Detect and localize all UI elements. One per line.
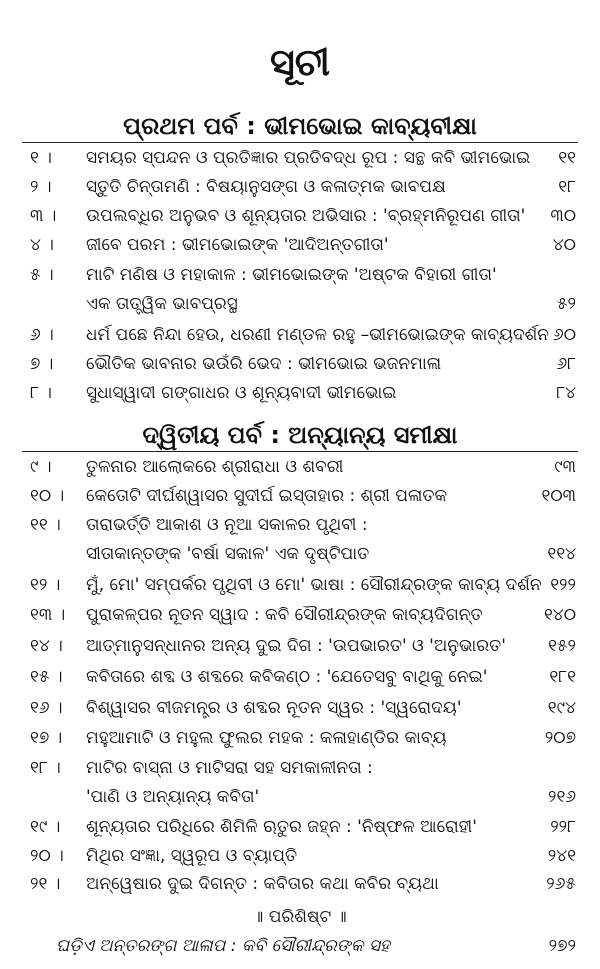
entry-page: ୧୮ [558, 177, 576, 197]
entry-title: ଜୀବେ ପରମ : ଭୀମଭୋଇଙ୍କ 'ଆଦିଅନ୍ତଗୀତା' [86, 235, 389, 255]
entry-title: ଆତ୍ମାନୁସନ୍ଧାନର ଅନ୍ୟ ଦୁଇ ଦିଗ : 'ଉପଭାରତ' ଓ 'ଅନୁଭାରତ' [86, 636, 506, 656]
entry-title: ଶୂନ୍ୟତାର ପରିଧିରେ ଶିମିଳି ଋତୁର ଜହ୍ନ : 'ନିଷ୍ଫଳ ଆରୋହୀ' [86, 817, 477, 837]
entry-page: ୨୦୭ [544, 728, 576, 748]
part-1-heading: ପ୍ରଥମ ପର୍ବ : ଭୀମଭୋଇ କାବ୍ୟବୀକ୍ଷା [123, 112, 477, 140]
entry-title: ସମୟର ସ୍ପନ୍ଦନ ଓ ପ୍ରତିଜ୍ଞାର ପ୍ରତିବଦ୍ଧ ରୂପ : ସନ୍ଥ କବି ଭୀମଭୋଇ [86, 148, 531, 168]
entry-title: ଧର୍ମ ପଛେ ନିନ୍ଦା ହେଉ, ଧରଣୀ ମଣ୍ଡଳ ରହୁ –ଭୀମଭୋଇଙ୍କ କାବ୍ୟଦର୍ଶନ [86, 325, 550, 345]
entry-title: ମହୁଆମାଟି ଓ ମହୁଲ ଫୁଲର ମହକ : କଳାହାଣ୍ଡିର କାବ୍ୟ [86, 728, 447, 748]
entry-page: ୧୦୩ [541, 486, 576, 506]
entry-page: ୩୦ [550, 206, 576, 226]
entry-title: କେତୋଟି ଦୀର୍ଘଶ୍ୱାସର ସୁଦୀର୍ଘ ଇସ୍ତାହାର : ଶ୍ରୀ ପଳାତକ [86, 486, 448, 506]
entry-page: ୮୪ [556, 383, 576, 403]
entry-number: ୬ । [30, 325, 54, 345]
entry-title: ମୁଁ, ମୋ' ସମ୍ପର୍କର ପୃଥିବୀ ଓ ମୋ' ଭାଷା : ସୌରୀନ୍ଦ୍ରଙ୍କ କାବ୍ୟ ଦର୍ଶନ [86, 575, 542, 595]
entry-page: ୧୨୨ [550, 575, 576, 595]
entry-page: ୧୯୪ [547, 698, 576, 718]
entry-page: ୧୧ [558, 148, 576, 168]
entry-number: ୧୬ । [30, 698, 63, 718]
entry-page: ୫୨ [556, 294, 576, 314]
entry-title: ଭୌତିକ ଭାବନାର ଭଉଁରି ଭେଦ : ଭୀମଭୋଇ ଭଜନମାଳା [86, 354, 442, 374]
entry-title: ବିଶ୍ୱାସର ବୀଜମନ୍ତ୍ର ଓ ଶବ୍ଦର ନୂତନ ସ୍ୱର : 'ସ୍ୱରୋଦୟ' [86, 698, 462, 718]
part-2-heading: ଦ୍ୱିତୀୟ ପର୍ବ : ଅନ୍ୟାନ୍ୟ ସମୀକ୍ଷା [142, 421, 458, 449]
toc-entry-18-continued[interactable] [0, 785, 600, 813]
entry-number: ୧୮ । [30, 758, 61, 778]
toc-entry-19[interactable] [0, 815, 600, 843]
toc-entry-14[interactable] [0, 634, 600, 662]
entry-number: ୪ । [30, 235, 54, 255]
entry-page: ୨୨୮ [550, 817, 576, 837]
toc-entry-6[interactable] [0, 323, 600, 351]
entry-number: ୧ । [30, 148, 52, 168]
divider [22, 451, 578, 452]
entry-page: ୬୮ [556, 354, 576, 374]
toc-entry-4[interactable] [0, 233, 600, 261]
toc-entry-21[interactable] [0, 872, 600, 900]
toc-entry-7[interactable] [0, 352, 600, 380]
toc-entry-15[interactable] [0, 665, 600, 693]
entry-page: ୨୪୧ [547, 846, 576, 866]
entry-title: ମିଥିର ସଂଜ୍ଞା, ସ୍ୱରୂପ ଓ ବ୍ୟାପ୍ତି [86, 846, 298, 866]
entry-page: ୪୦ [552, 235, 576, 255]
entry-number: ୧୯ । [30, 817, 61, 837]
divider [22, 142, 578, 143]
toc-entry-5[interactable] [0, 263, 600, 291]
entry-title: ଅନ୍ୱେଷାର ଦୁଇ ଦିଗନ୍ତ : କବିତାର କଥା କବିର ବ୍ୟଥା [86, 874, 439, 894]
entry-title: ତୁଳନାର ଆଲୋକରେ ଶ୍ରୀରାଧା ଓ ଶବରୀ [86, 457, 344, 477]
entry-title: କବିତାରେ ଶବ୍ଦ ଓ ଶବ୍ଦରେ କବିକଣ୍ଠ : 'ଯେତେସବୁ ବାଥିକୁ ନେଇ' [86, 667, 488, 687]
toc-entry-5-continued[interactable] [0, 292, 600, 320]
entry-page: ୧୫୨ [548, 636, 576, 656]
entry-number: ୧୫ । [30, 667, 63, 687]
entry-number: ୭ । [30, 354, 54, 374]
entry-number: ୮ । [30, 383, 52, 403]
entry-number: ୯ । [30, 457, 52, 477]
entry-title: ମାଟିର ବାସ୍ନା ଓ ମାଟିସରା ସହ ସମକାଳୀନତା : [86, 758, 373, 778]
entry-page: ୨୭୨ [548, 936, 576, 956]
entry-title: ସୁଧାସ୍ୱାଦୀ ଗଙ୍ଗାଧର ଓ ଶୂନ୍ୟବାଦୀ ଭୀମଭୋଇ [86, 383, 397, 403]
entry-number: ୫ । [30, 265, 54, 285]
entry-number: ୧୭ । [30, 728, 63, 748]
entry-title-continued: ସୀତାକାନ୍ତଙ୍କ 'ବର୍ଷା ସକାଳ' ଏକ ଦୃଷ୍ଟିପାତ [86, 544, 370, 564]
toc-entry-20[interactable] [0, 844, 600, 872]
toc-entry-3[interactable] [0, 204, 600, 232]
toc-entry-2[interactable] [0, 175, 600, 203]
toc-entry-11-continued[interactable] [0, 542, 600, 570]
toc-appendix-entry[interactable] [0, 934, 600, 962]
entry-title: ଘଡ଼ିଏ ଅନ୍ତରଙ୍ଗ ଆଳାପ : କବି ସୌରୀନ୍ଦ୍ରଙ୍କ ସହ [56, 936, 390, 956]
entry-number: ୧୨ । [30, 575, 61, 595]
entry-title: ଉପଲବ୍ଧିର ଅନୁଭବ ଓ ଶୂନ୍ୟତାର ଅଭିସାର : 'ବ୍ରହ୍ମନିରୂପଣ ଗୀତା' [86, 206, 526, 226]
toc-entry-17[interactable] [0, 726, 600, 754]
toc-entry-16[interactable] [0, 696, 600, 724]
entry-title: ତାରାଭର୍ତ୍ତି ଆକାଶ ଓ ନୂଆ ସକାଳର ପୃଥିବୀ : [86, 515, 368, 535]
entry-number: ୨୧ । [30, 874, 61, 894]
entry-page: ୧୪୦ [543, 605, 576, 625]
entry-page: ୧୮୧ [549, 667, 576, 687]
entry-page: ୧୧୪ [547, 544, 576, 564]
entry-page: ୯୩ [554, 457, 576, 477]
entry-number: ୧୧ । [30, 515, 61, 535]
toc-entry-8[interactable] [0, 381, 600, 409]
entry-page: ୨୧୬ [548, 787, 576, 807]
toc-entry-11[interactable] [0, 513, 600, 541]
entry-title: ପୁରାକଳ୍ପର ନୂତନ ସ୍ୱାଦ : କବି ସୌରୀନ୍ଦ୍ରଙ୍କ କାବ୍ୟଦିଗନ୍ତ [86, 605, 483, 625]
toc-entry-18[interactable] [0, 756, 600, 784]
entry-title-continued: ଏକ ତାତ୍ତ୍ୱିକ ଭାବପ୍ରସ୍ଥ [86, 294, 238, 314]
entry-number: ୧୩ । [30, 605, 66, 625]
entry-title-continued: 'ପାଣି ଓ ଅନ୍ୟାନ୍ୟ କବିତା' [86, 787, 260, 807]
entry-number: ୧୦ । [30, 486, 65, 506]
toc-entry-12[interactable] [0, 573, 600, 601]
toc-entry-10[interactable] [0, 484, 600, 512]
toc-entry-13[interactable] [0, 603, 600, 631]
entry-title: ମାଟି ମଣିଷ ଓ ମହାକାଳ : ଭୀମଭୋଇଙ୍କ 'ଅଷ୍ଟକ ବିହାରୀ ଗୀତା' [86, 265, 497, 285]
entry-number: ୩ । [30, 206, 57, 226]
entry-title: ସ୍ତୁତି ଚିନ୍ତାମଣି : ବିଷୟାନୁସଙ୍ଗ ଓ କଳାତ୍ମକ ଭାବପକ୍ଷ [86, 177, 446, 197]
toc-entry-1[interactable] [0, 146, 600, 174]
entry-number: ୨୦ । [30, 846, 64, 866]
toc-entry-9[interactable] [0, 455, 600, 483]
page-title: ସୂଚୀ [269, 40, 331, 84]
entry-page: ୨୬୫ [546, 874, 576, 894]
entry-page: ୬୦ [553, 325, 576, 345]
entry-number: ୧୪ । [30, 636, 63, 656]
entry-number: ୨ । [30, 177, 52, 197]
appendix-heading: ॥ ପରିଶିଷ୍ଟ ॥ [253, 907, 347, 927]
